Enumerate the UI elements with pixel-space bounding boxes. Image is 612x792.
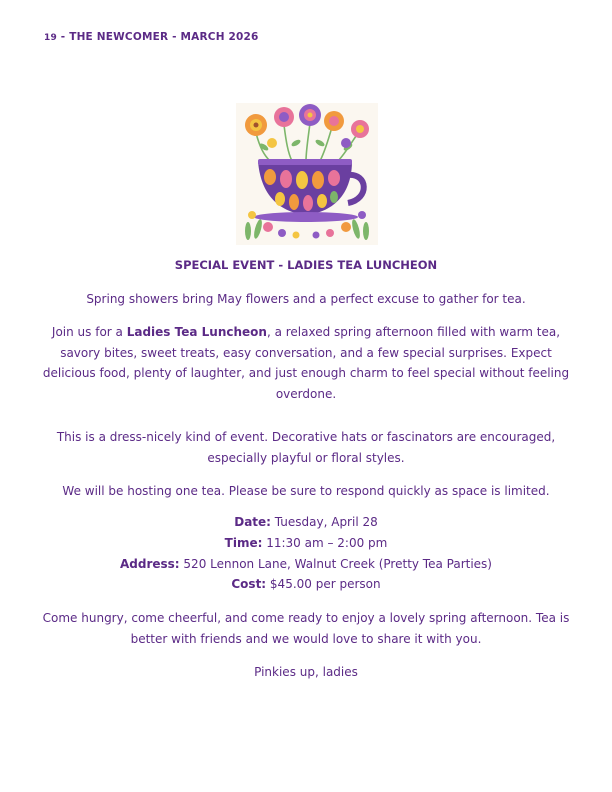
address-value: 520 Lennon Lane, Walnut Creek (Pretty Tea Parties) [179,556,492,571]
date-label: Date: [234,515,271,529]
description-text: , a relaxed spring afternoon filled with warm tea, savory bites, sweet treats, easy conversation, and a few special surprises. Expect delicious food, plenty of laughter, and just enough charm to feel special without feeling overdone. [42,325,570,401]
cost-value: $45.00 per person [266,577,381,592]
page-number: 19 [44,33,57,43]
description-lead: Join us for a [51,325,127,339]
event-name-bold: Ladies Tea Luncheon [126,325,267,339]
cost-label: Cost: [231,577,267,592]
event-details [0,512,612,595]
time-line [0,533,612,554]
rsvp-paragraph: We will be hosting one tea. Please be sure to respond quickly as space is limited. [62,484,550,498]
address-line [0,554,612,575]
event-title: SPECIAL EVENT - LADIES TEA LUNCHEON [174,258,438,272]
teacup-flowers-illustration [236,103,378,245]
time-value: 11:30 am – 2:00 pm [262,535,388,550]
date-line [0,512,612,533]
time-label: Time: [224,535,263,550]
header-text: - THE NEWCOMER - MARCH 2026 [56,31,259,43]
intro-paragraph: Spring showers bring May flowers and a perfect excuse to gather for tea. [86,292,526,306]
date-value: Tuesday, April 28 [270,515,378,529]
description-paragraph [36,322,576,404]
address-label: Address: [120,556,180,571]
cost-line [0,574,612,595]
sign-off: Pinkies up, ladies [254,665,358,679]
dress-code-paragraph: This is a dress-nicely kind of event. Decorative hats or fascinators are encouraged, especially playful or floral styles. [56,430,556,465]
closing-paragraph: Come hungry, come cheerful, and come ready to enjoy a lovely spring afternoon. Tea is better with friends and we would love to share it with you. [42,611,570,646]
page-header [44,31,259,43]
